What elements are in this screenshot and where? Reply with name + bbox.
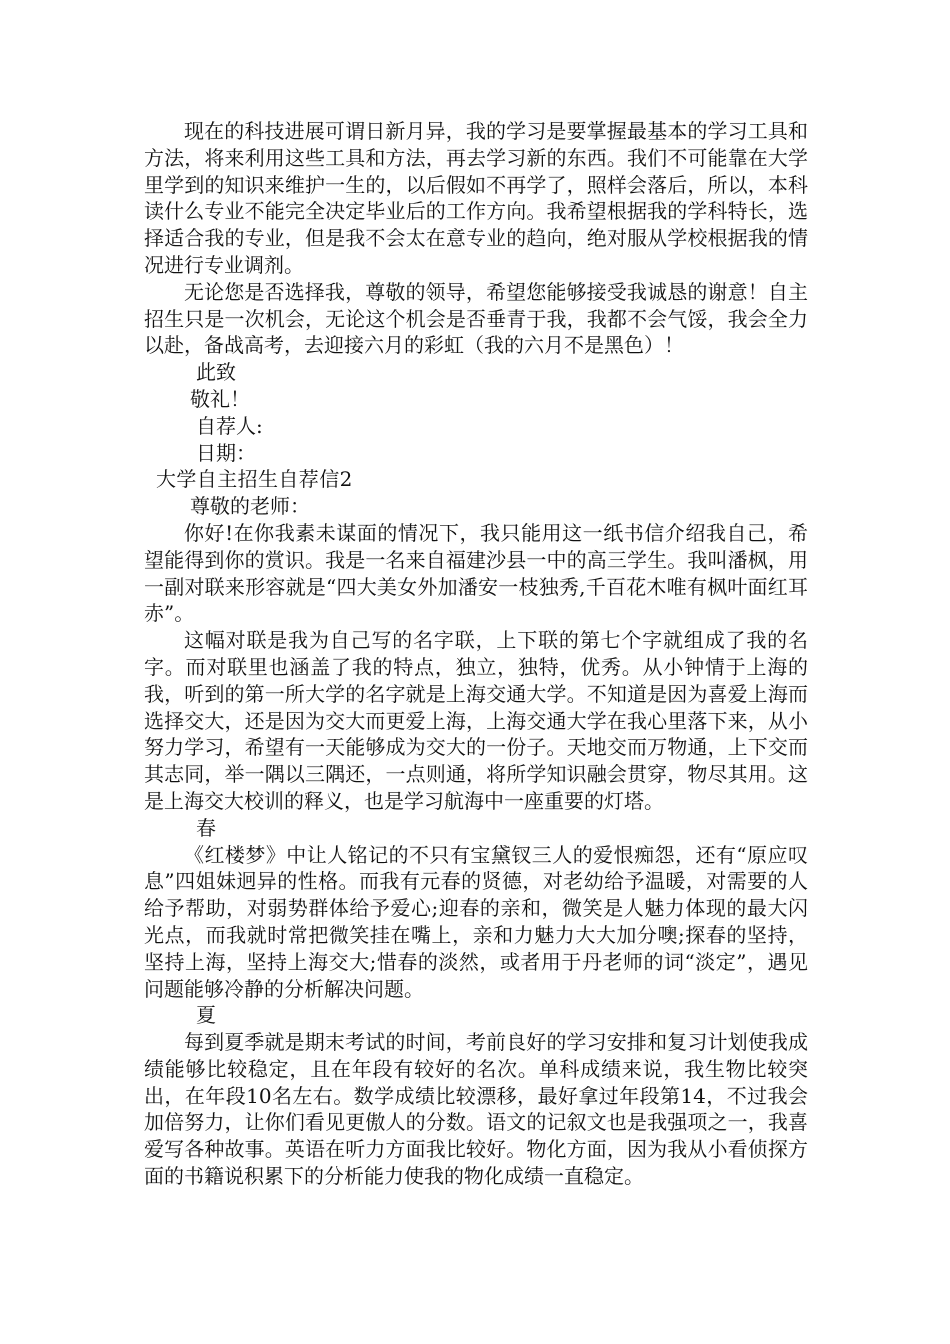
letter-greeting: 尊敬的老师：: [190, 494, 310, 519]
date-line: 日期：: [196, 440, 256, 465]
paragraph-tech-progress: 现在的科技进展可谓日新月异，我的学习是要掌握最基本的学习工具和方法，将来利用这些工具和方法，再去学习新的东西。我们不可能靠在大学里学到的知识来维护一生的，以后假如不再学了，照样会落后，所以，本科读什么专业不能完全决定毕业后的工作方向。我希望根据我的学科特长，选择适合我的专业，但是我不会太在意专业的趋向，绝对服从学校根据我的情况进行专业调剂。: [144, 119, 808, 277]
document-body: [144, 118, 808, 1190]
closing-salutation: 此致: [196, 360, 236, 385]
signature-line: 自荐人:: [196, 413, 263, 438]
paragraph-couplet: 这幅对联是我为自己写的名字联，上下联的第七个字就组成了我的名字。而对联里也涵盖了我的特点，独立，独特，优秀。从小钟情于上海的我，听到的第一所大学的名字就是上海交通大学。不知道是因为喜爱上海而选择交大，还是因为交大而更爱上海，上海交通大学在我心里落下来，从小努力学习，希望有一天能够成为交大的一份子。天地交而万物通，上下交而其志同，举一隅以三隅还，一点则通，将所学知识融会贯穿，物尽其用。这是上海交大校训的释义，也是学习航海中一座重要的灯塔。: [144, 628, 808, 813]
closing-regards: 敬礼！: [190, 386, 250, 411]
section-heading-spring: 春: [196, 815, 216, 840]
paragraph-thanks: 无论您是否选择我，尊敬的领导，希望您能够接受我诚恳的谢意！自主招生只是一次机会，无论这个机会是否垂青于我，我都不会气馁，我会全力以赴，备战高考，去迎接六月的彩虹（我的六月不是黑色）！: [144, 279, 808, 358]
paragraph-spring: 《红楼梦》中让人铭记的不只有宝黛钗三人的爱恨痴怨，还有“原应叹息”四姐妹迥异的性格。而我有元春的贤德，对老幼给予温暖，对需要的人给予帮助，对弱势群体给予爱心;迎春的亲和，微笑是人魅力体现的最大闪光点，而我就时常把微笑挂在嘴上，亲和力魅力大大加分噢;探春的坚持，坚持上海，坚持上海交大;惜春的淡然，或者用于丹老师的词“淡定”，遇见问题能够冷静的分析解决问题。: [144, 842, 808, 1001]
paragraph-summer: 每到夏季就是期末考试的时间，考前良好的学习安排和复习计划使我成绩能够比较稳定，且在年段有较好的名次。单科成绩来说，我生物比较突出，在年段10名左右。数学成绩比较漂移，最好拿过年段第14，不过我会加倍努力，让你们看见更傲人的分数。语文的记叙文也是我强项之一，我喜爱写各种故事。英语在听力方面我比较好。物化方面，因为我从小看侦探方面的书籍说积累下的分析能力使我的物化成绩一直稳定。: [144, 1030, 808, 1189]
paragraph-introduction: 你好!在你我素未谋面的情况下，我只能用这一纸书信介绍我自己，希望能得到你的赏识。我是一名来自福建沙县一中的高三学生。我叫潘枫，用一副对联来形容就是“四大美女外加潘安一枝独秀,千百花木唯有枫叶面红耳赤”。: [144, 520, 808, 626]
section-heading-summer: 夏: [196, 1003, 216, 1028]
letter-title: 大学自主招生自荐信2: [156, 467, 353, 492]
